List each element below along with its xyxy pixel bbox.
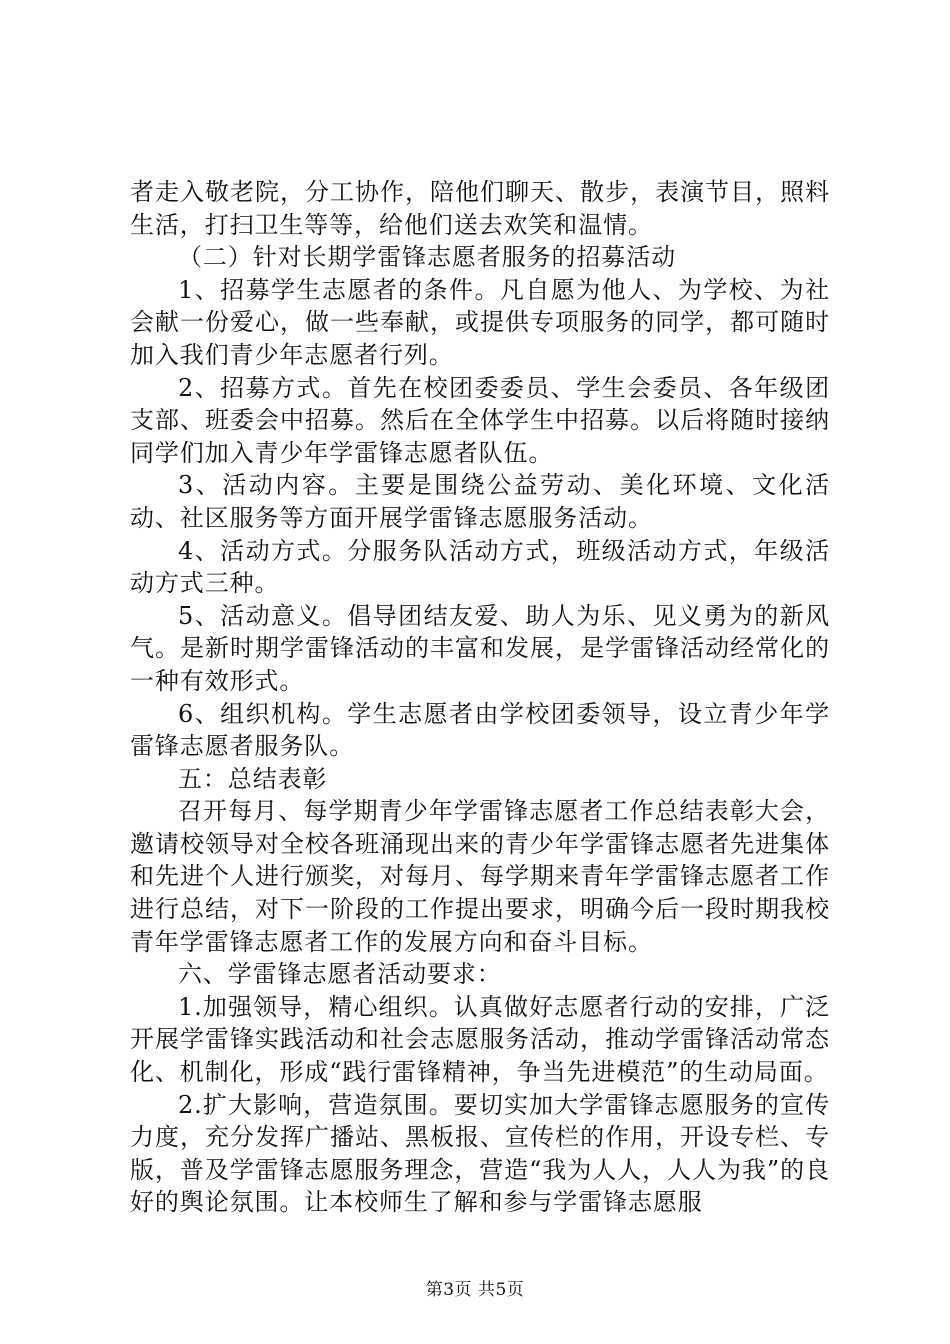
page-number-footer: 第3页 共5页 [425, 1280, 525, 1300]
paragraph: 5、活动意义。倡导团结友爱、助人为乐、见义勇为的新风气。是新时期学雷锋活动的丰富和发展，是学雷锋活动经常化的一种有效形式。 [130, 601, 830, 695]
paragraph: 1、招募学生志愿者的条件。凡自愿为他人、为学校、为社会献一份爱心，做一些奉献，或提供专项服务的同学，都可随时加入我们青少年志愿者行列。 [130, 275, 830, 369]
paragraph: 召开每月、每学期青少年学雷锋志愿者工作总结表彰大会，邀请校领导对全校各班涌现出来的青少年学雷锋志愿者先进集体和先进个人进行颁奖，对每月、每学期来青年学雷锋志愿者工作进行总结，对下一阶段的工作提出要求，明确今后一段时期我校青年学雷锋志愿者工作的发展方向和奋斗目标。 [130, 797, 830, 956]
document-body [130, 176, 830, 1219]
section-heading-requirements: 六、学雷锋志愿者活动要求： [178, 960, 502, 989]
paragraph: 2、招募方式。首先在校团委委员、学生会委员、各年级团支部、班委会中招募。然后在全体学生中招募。以后将随时接纳同学们加入青少年学雷锋志愿者队伍。 [130, 373, 830, 467]
paragraph: 1.加强领导，精心组织。认真做好志愿者行动的安排，广泛开展学雷锋实践活动和社会志愿服务活动，推动学雷锋活动常态化、机制化，形成“践行雷锋精神，争当先进模范”的生动局面。 [130, 992, 830, 1087]
paragraph: 3、活动内容。主要是围绕公益劳动、美化环境、文化活动、社区服务等方面开展学雷锋志愿服务活动。 [130, 471, 830, 532]
paragraph: 者走入敬老院，分工协作，陪他们聊天、散步，表演节目，照料生活，打扫卫生等等，给他们送去欢笑和温情。 [130, 178, 830, 239]
paragraph: 2.扩大影响，营造氛围。要切实加大学雷锋志愿服务的宣传力度，充分发挥广播站、黑板报、宣传栏的作用，开设专栏、专版，普及学雷锋志愿服务理念，营造“我为人人，人人为我”的良好的舆论氛围。让本校师生了解和参与学雷锋志愿服 [130, 1090, 830, 1217]
paragraph: 6、组织机构。学生志愿者由学校团委领导，设立青少年学雷锋志愿者服务队。 [130, 699, 830, 761]
paragraph: 4、活动方式。分服务队活动方式，班级活动方式，年级活动方式三种。 [130, 536, 830, 598]
subheading-recruitment: （二）针对长期学雷锋志愿者服务的招募活动 [178, 243, 676, 272]
section-heading-summary: 五：总结表彰 [178, 764, 328, 793]
